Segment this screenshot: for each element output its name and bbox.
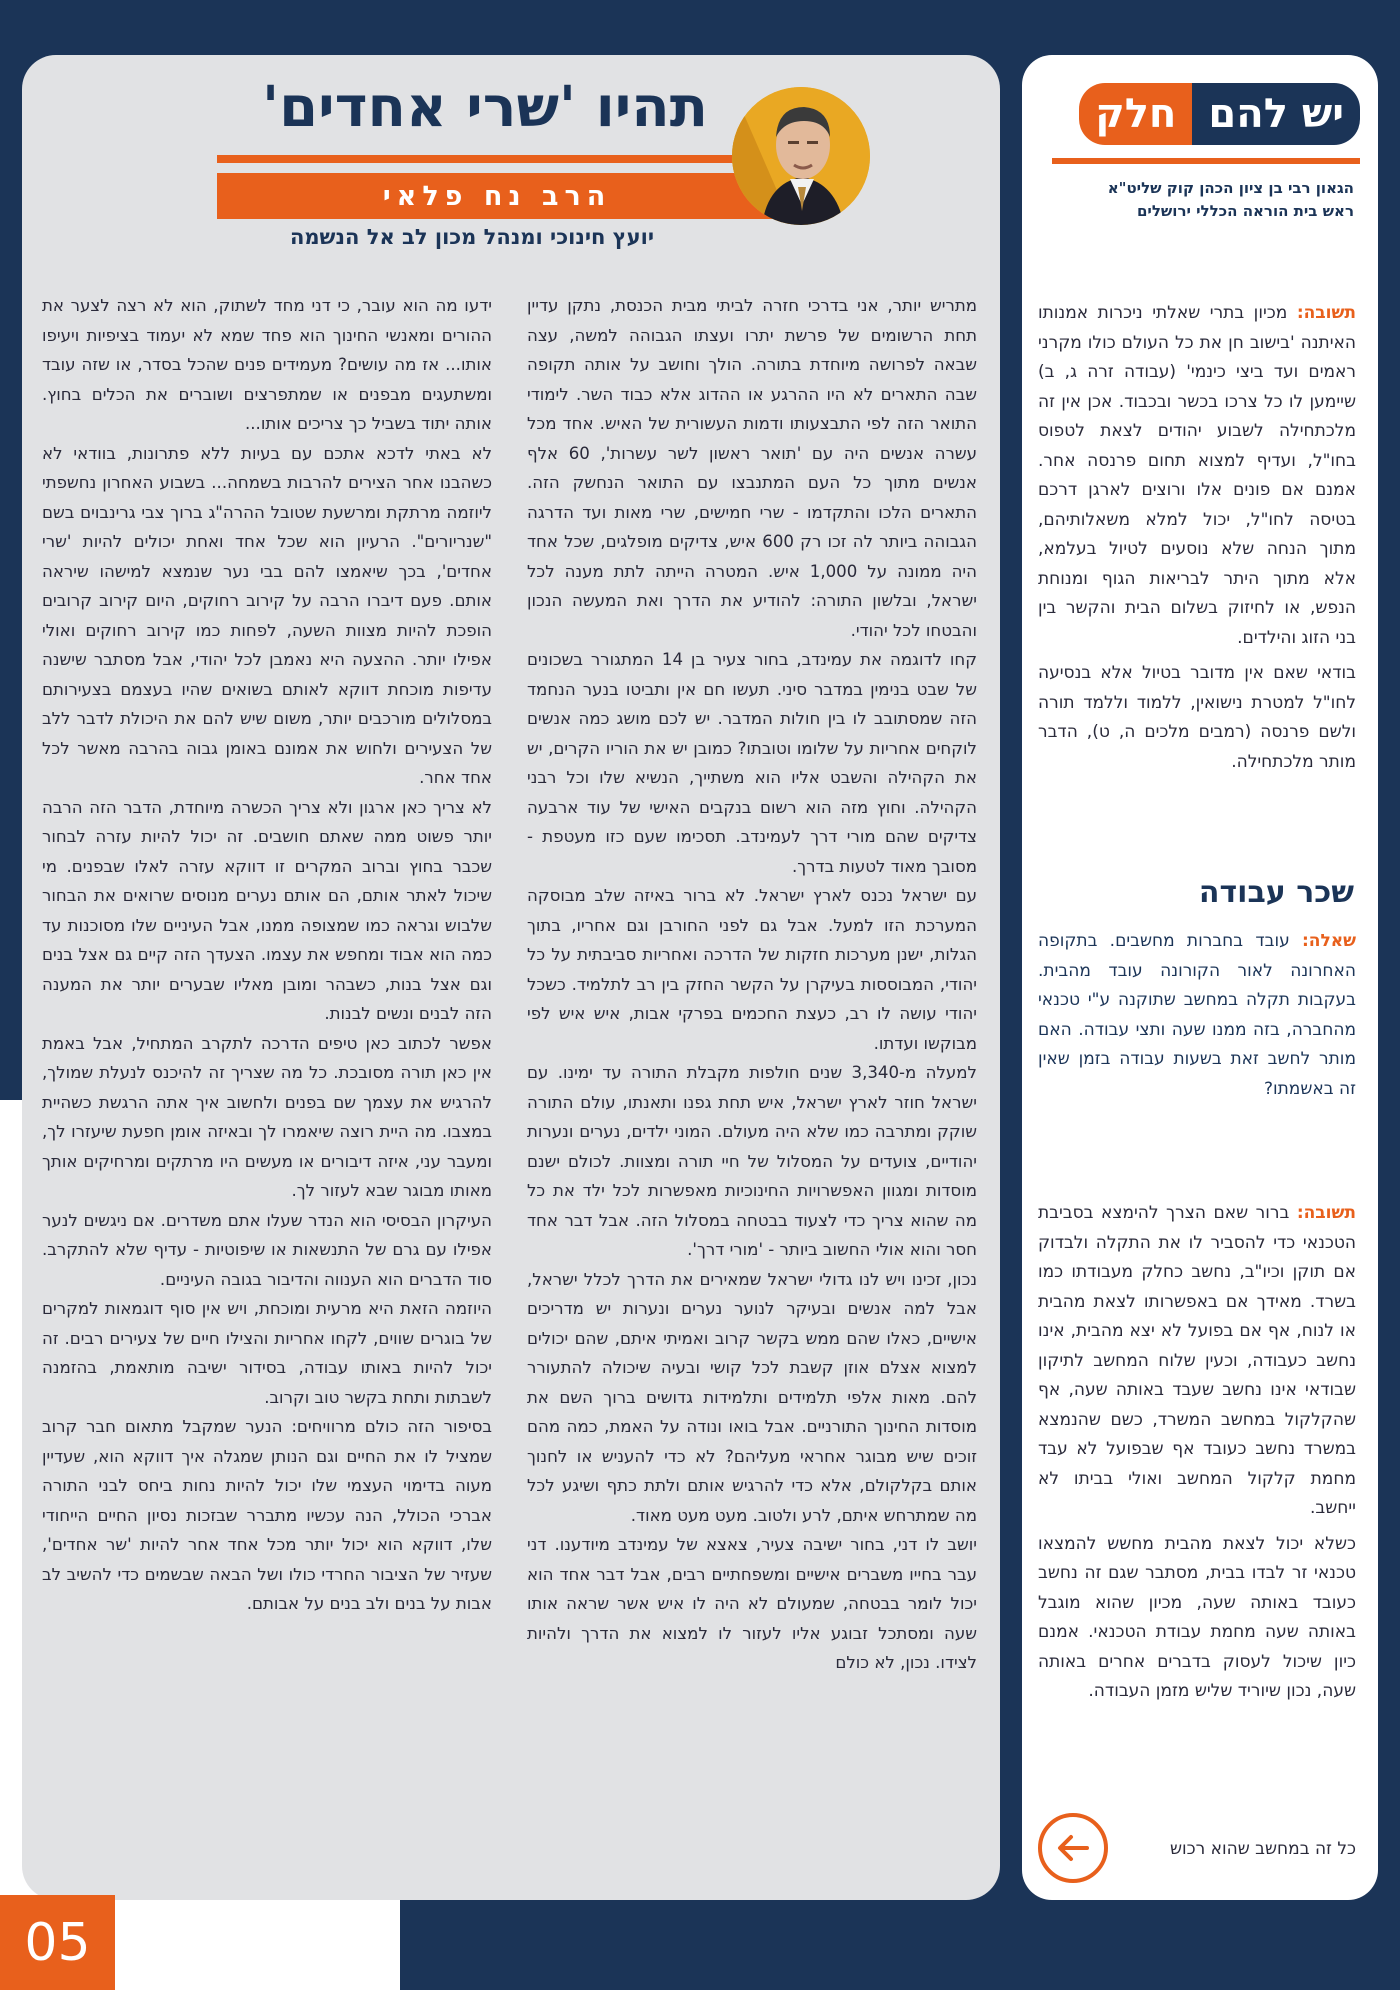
question-block [1038,927,1356,1110]
article-column-left [42,291,492,1891]
article-column-right [527,291,977,1891]
question-text: עובד בחברות מחשבים. בתקופה האחרונה לאור הקורונה עובד מהבית. בעקבות תקלה במחשב שתוקנה ע"י טכנאי מהחברה, בזה ממנו שעה ותצי עבודה. האם מותר לחשב זאת בשעות עבודה בזמן שאין זה באשמתו? [1038,931,1356,1099]
sidebar-title-part1: יש להם [1192,83,1360,145]
paragraph: בסיפור הזה כולם מרוויחים: הנער שמקבל מתאום חבר קרוב שמציל לו את החיים וגם הנותן שמגלה איך דווקא הוא, שעדיין מעוה בדימוי העצמי שלו יכול להיות נחות ביחס לבני התורה אברכי הכולל, הנה עכשיו מתברר שבזכות נסיון החיים הייחודי שלו, דווקא הוא יכול יותר מכל אחד אחר להיות 'שר אחדים', שעזיר של הציבור החרדי כולו ושל הבאה שבשמים כדי להשיב לב אבות על בנים ולב בנים על אבותם. [42,1417,492,1613]
paragraph: עם ישראל נכנס לארץ ישראל. לא ברור באיזה שלב מבוסקה המערכת הזו למעל. אבל גם לפני החורבן וגם אחריו, בתוך הגלות, ישנן מערכות חזקות של הדרכה ואחריות סביבתית על כל יהודי, המבוססות בעיקרן על הקשר החזק בין רב לתלמיד. כשכל יהודי עושה לו רב, כעצת החכמים בפרקי אבות, איש איש לפי מבוקשו ועדתו. [527,886,977,1053]
section-heading: שכר עבודה [1198,875,1354,910]
author-avatar [732,87,870,225]
paragraph: לא צריך כאן ארגון ולא צריך הכשרה מיוחדת, הדבר הזה הרבה יותר פשוט ממה שאתם חושבים. זה יכול להיות עזרה לבחור שכבר בחוץ וברוב המקרים זו דווקא עזרה לאלו שבפנים. מי שיכול לאתר אותם, הם אותם נערים מנוסים שרואים את הבחור שלבוש וגראה כמו שמצופה ממנו, אבל העיניים שלו מסוכנות עד כמה הוא אבוד ומחפש את עצמו. הצעדך הזה קיים גם אצל בנים וגם אצל בנות, כשבהר ומובן מאליו שבערים יותר את המענה הזה לבנים ונשים לבנות. [42,797,492,1023]
paragraph: העיקרון הבסיסי הוא הנדר שעלו אתם משדרים. אם ניגשים לנער אפילו עם גרם של התנשאות או שיפוטיות - עדיף שלא להתקרב. סוד הדברים הוא הענווה והדיבור בגובה העיניים. [42,1210,492,1289]
article-panel [22,55,1000,1900]
author-name: הרב נח פלאי [217,173,777,219]
answer-label: תשובה: [1296,303,1357,323]
answer-text: כל זה במחשב שהוא רכוש [1169,1839,1356,1859]
sidebar-title-part2: חלק [1079,83,1192,145]
title-underline [217,155,777,163]
paragraph: יושב לו דני, בחור ישיבה צעיר, צאצא של עמינדב מיודענו. דני עבר בחייו משברים אישיים ומשפחתיים רבים, אבל דבר אחד הוא יכול לומר בבטחה, שמעולם לא היה לו איש אשר שראה אותו שעה ומסתכל זבוגע אליו לעזור לו למצוא את הדרך ולהיות לצידו. נכון, לא כולם [527,1535,977,1672]
sidebar-divider [1052,158,1360,164]
credit-line: הגאון רבי בן ציון הכהן קוק שליט"א [1107,179,1354,197]
answer-label: תשובה: [1296,1203,1356,1223]
article-header [22,55,1000,295]
answer-text: מכיון בתרי שאלתי ניכרות אמנותו האיתנה 'בישוב חן את כל העולם כולו מקרני ראמים ועד ביצי כינמי' (עבודה זרה ג, ב) שיימען לו כל צרכו בכשר ובכבוד. אכן אין זה מלכתחילה לשבוע יהודים לצאת לטפוס בחו"ל, ועדיף למצוא תחום פרנסה אחר. אמנם אם פונים אלו ורוצים לארגן דרכם בטיסה לחו"ל, יכול למלא משאלותיהם, מתוך הנחה שלא נוסעים לטיול בעלמא, אלא מתוך היתר לבריאות הגוף ומנוחת הנפש, או לחיזוק בשלום הבית והקשר בין בני הזוג והילדים. [1038,303,1356,648]
answer-text: כשלא יכול לצאת מהבית מחשש להמצאו טכנאי זר לבדו בבית, מסתבר שגם זה נחשב כעובד באותה שעה, מכיון שהוא מוגבל באותה שעה מחמת עבודת הטכנאי. אמנם כיון שיכול לעסוק בדברים אחרים באותה שעה, נכון שיוריד שליש מזמן העבודה. [1038,1533,1356,1701]
paragraph: למעלה מ-3,340 שנים חולפות מקבלת התורה עד ימינו. עם ישראל חוזר לארץ ישראל, איש תחת גפנו ותאנתו, עולם התורה שוקק ומתרבה כמו שלא היה מעולם. המוני ילדים, נערים ונערות יהודיים, צועדים על המסלול של חיי תורה ומצוות. לכולם ישנם מוסדות ומגוון האפשרויות החינוכיות מאפשרות לכל ילד את כל מה שהוא צריך כדי לצעוד בבטחה במסלול הזה. אבל דבר אחד חסר והוא אולי החשוב ביותר - 'מורי דרך'. [527,1063,977,1259]
sidebar-panel [1022,55,1378,1900]
article-title: תהיו 'שרי אחדים' [261,75,708,140]
answer-text: בודאי שאם אין מדובר בטיול אלא בנסיעה לחו"ל למטרת נישואין, ללמוד וללמד תורה ולשם פרנסה (רמבים מלכים ה, ט), הדבר מותר מלכתחילה. [1038,663,1356,772]
answer-block-1 [1038,299,1356,783]
answer-continuation [1126,1835,1356,1871]
sidebar-credit [1042,177,1354,223]
answer-block-2 [1038,1199,1356,1713]
paragraph: לא באתי לדכא אתכם עם בעיות ללא פתרונות, בוודאי לא כשהבנו אחר הצירים להרבות בשמחה... בשבוע האחרון נחשפתי ליוזמה מרתקת ומרשעת שטובל ההרה"ג ברוך צבי גרינבוים בשם "שנריורים". הרעיון הוא שכל אחד ואחת יכולים להיות 'שרי אחדים', בכך שיאמצו להם בבי נער שנמצא למישהו שיראה אותם. פעם דיברו הרבה על קירוב רחוקים, היום קירוב קרובים הופכת להיות מצוות השעה, לפחות כמו קירוב רחוקים ואולי אפילו יותר. ההצעה היא נאמבן לכל יהודי, אבל מסתבר שישנה עדיפות מוכחת דווקא לאותם בשואים שהיו בעצמם בצעירותם במסלולים מורכבים יותר, משום שיש להם את היכולת לדבר ללב של הצעירים ולחוש את אמונם באומן גבוה בהרבה מאשר לכל אחד אחר. [42,443,492,787]
paragraph: נכון, זכינו ויש לנו גדולי ישראל שמאירים את הדרך לכלל ישראל, אבל למה אנשים ובעיקר לנוער נערים ונערות יש מדריכים אישיים, כאלו שהם ממש בקשר קרוב ואמיתי איתם, שהם יכולים למצוא אצלם אוזן קשבת לכל קושי ובעיה שיכולה להתעורר להם. מאות אלפי תלמידים ותלמידות גדושים ברוך השם את מוסדות החינוך התורניים. אבל בואו ונודה על האמת, כמה מהם זוכים שיש מבוגר אחראי מעליהם? לא כדי להעניש או לחנוך אותם בקלקולם, אלא כדי להרגיש אותם ולתת כתף ושיגע לכל מה שמתרחש איתם, לרע ולטוב. מעט מעט מאוד. [527,1269,977,1525]
credit-line: ראש בית הוראה הכללי ירושלים [1136,202,1354,220]
paragraph: קחו לדוגמה את עמינדב, בחור צעיר בן 14 המתגורר בשכונים של שבט בנימין במדבר סיני. תעשו חם אין ותביטו בנער הנחמד הזה שמסתובב לו בין חולות המדבר. יש לכם מושג כמה אנשים לוקחים אחריות על שלומו וטובתו? כמובן יש את הוריו הקרים, יש את הקהילה והשבט אליו הוא משתייך, הנשיא שלו וכל רבני הקהילה. וחוץ מזה הוא רשום בנקבים האישי של עוד ארבעה צדיקים שהם מורי דרך לעמינדב. תסכימו שעם כזו מעטפת - מסובך מאוד לטעות בדרך. [527,650,977,876]
question-label: שאלה: [1301,931,1356,951]
author-portrait-icon [732,87,870,225]
paragraph: אפשר לכתוב כאן טיפים הדרכה לתקרב המתחיל, אבל באמת אין כאן תורה מסובכת. כל מה שצריך זה להיכנס לנעלת שמולך, להרגיש את עצמך שם בפנים ולחשוב איך אתה הרגשת כשהיית במצבו. מה היית רוצה שיאמרו לך ובאיזה אומן חפעת שיעזרו לך, ומעבר עני, איזה דיבורים או מעשים היו מרתקים ומרחיקים אותך מאותו מבוגר שבא לעזור לך. [42,1033,492,1200]
paragraph: מתריש יותר, אני בדרכי חזרה לביתי מבית הכנסת, נתקן עדיין תחת הרשומים של פרשת יתרו ועצתו הגבוהה למשה, עצה שבאה לפרושה מיוחדת בתורה. הולך וחושב על אותה תקופה שבה התארים לא היו ההרגע או ההדוג אלא כבוד השר. לימודי התואר הזה לפי התבצעותו ודמות העשורית של האיש. אחד מכל עשרה אנשים היה עם 'תואר ראשון לשר עשרות', 60 אלף אנשים מתוך כל העם המתנבצו עם התואר הנחשק הזה. התארים הלכו והתקדמו - שרי חמישים, שרי מאות ועד הדרגה הגבוהה ביותר לה זכו רק 600 איש, צדיקים מופלגים, שכל אחד היה ממונה על 1,000 איש. המטרה הייתה לתת מענה לכל ישראל, ובלשון התורה: להודיע את הדרך ואת המעשה הנכון והבטחו לכל יהודי. [527,296,977,640]
page-number: 05 [0,1895,115,1990]
article-body [42,291,977,1891]
answer-text: ברור שאם הצרך להימצא בסביבת הטכנאי כדי להסביר לו את התקלה ולבדוק אם תוקן וכיו"ב, נחשב כחלק מעבודתו כמו בשרד. מאידך אם באפשרותו לצאת מהבית או לנוח, אף אם בפועל לא יצא מהבית, אינו נחשב כעבודה, וכעין שלוח המחשב לתיקון שבודאי אינו נחשב שעבד באותה שעה, אף שהקלקול במחשב המשרד, כשם שהנמצא במשרד נחשב כעובד אף שבפועל לא עבד מחמת קלקול המחשב ואולי בביתו לא ייחשב. [1038,1203,1356,1518]
continue-arrow-button[interactable] [1038,1813,1108,1883]
author-role: יועץ חינוכי ומנהל מכון לב אל הנשמה [289,225,655,249]
paragraph: היוזמה הזאת היא מרעית ומוכחת, ויש אין סוף דוגמאות למקרים של בוגרים שווים, לקחו אחריות והצילו חיים של צעירים רבים. זה יכול להיות באותו עבודה, בסידור ישיבה מותאמת, בהזמנה לשבתות ותחת בקשר טוב וקרוב. [42,1299,492,1407]
sidebar-title [1079,83,1360,145]
arrow-left-icon [1053,1828,1093,1868]
paragraph: ידעו מה הוא עובר, כי דני מחד לשתוק, הוא לא רצה לצער את ההורים ומאנשי החינוך הוא פחד שמא לא יעמוד בציפיות ויעיפו אותו... אז מה עושים? מעמידים פנים שהכל בסדר, או שזה עובד ומשתעגים מבפנים או שמתפרצים ושוברים את הכלים בחוץ. אותה יתוד בשביל כך צריכים אותו... [42,296,492,433]
